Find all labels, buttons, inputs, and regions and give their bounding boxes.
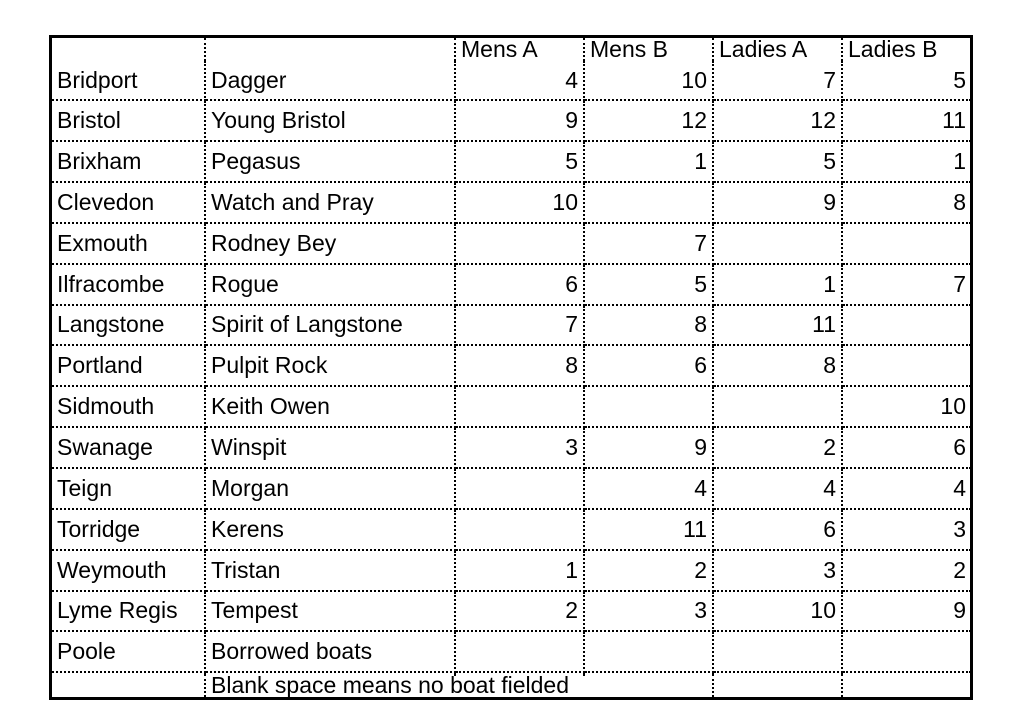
cell-mens-a (455, 468, 584, 509)
cell-mens-b: 2 (584, 550, 713, 591)
cell-ladies-b: 10 (842, 386, 971, 427)
cell-ladies-b: 6 (842, 427, 971, 468)
cell-mens-a: 4 (455, 61, 584, 100)
cell-boat: Watch and Pray (205, 182, 455, 223)
cell-ladies-a: 3 (713, 550, 842, 591)
cell-club: Clevedon (52, 182, 205, 223)
cell-mens-b (584, 386, 713, 427)
cell-ladies-b: 8 (842, 182, 971, 223)
cell-mens-a (455, 631, 584, 672)
note-empty-cell (713, 674, 842, 697)
cell-mens-a: 9 (455, 100, 584, 141)
cell-boat: Tristan (205, 550, 455, 591)
cell-ladies-a (713, 386, 842, 427)
cell-boat: Kerens (205, 509, 455, 550)
cell-club: Langstone (52, 305, 205, 346)
cell-ladies-b (842, 345, 971, 386)
cell-ladies-b: 3 (842, 509, 971, 550)
cell-boat: Spirit of Langstone (205, 305, 455, 346)
cell-boat: Pegasus (205, 141, 455, 182)
cell-mens-b: 3 (584, 591, 713, 632)
table-row (52, 141, 971, 182)
cell-ladies-a (713, 223, 842, 264)
results-sheet (49, 35, 973, 700)
cell-ladies-a: 7 (713, 61, 842, 100)
cell-ladies-a: 4 (713, 468, 842, 509)
cell-club: Sidmouth (52, 386, 205, 427)
table-row (52, 550, 971, 591)
cell-ladies-a (713, 631, 842, 672)
cell-boat: Winspit (205, 427, 455, 468)
cell-club: Lyme Regis (52, 591, 205, 632)
cell-mens-a: 5 (455, 141, 584, 182)
cell-mens-b: 5 (584, 264, 713, 305)
results-table (52, 38, 971, 697)
header-cell-mens-a: Mens A (455, 38, 584, 61)
cell-mens-b: 4 (584, 468, 713, 509)
table-row (52, 509, 971, 550)
cell-ladies-b: 9 (842, 591, 971, 632)
cell-ladies-a: 5 (713, 141, 842, 182)
table-row (52, 631, 971, 672)
cell-ladies-b: 5 (842, 61, 971, 100)
cell-mens-b (584, 182, 713, 223)
cell-ladies-b: 4 (842, 468, 971, 509)
table-row (52, 591, 971, 632)
cell-boat: Keith Owen (205, 386, 455, 427)
cell-club: Bristol (52, 100, 205, 141)
cell-boat: Rogue (205, 264, 455, 305)
cell-mens-a (455, 223, 584, 264)
table-row (52, 345, 971, 386)
cell-boat: Young Bristol (205, 100, 455, 141)
cell-boat: Dagger (205, 61, 455, 100)
header-cell-boat (205, 38, 455, 61)
cell-boat: Rodney Bey (205, 223, 455, 264)
table-row (52, 264, 971, 305)
cell-ladies-a: 9 (713, 182, 842, 223)
table-row (52, 305, 971, 346)
cell-mens-b: 11 (584, 509, 713, 550)
cell-mens-a: 10 (455, 182, 584, 223)
cell-boat: Morgan (205, 468, 455, 509)
cell-ladies-a: 8 (713, 345, 842, 386)
cell-mens-a: 1 (455, 550, 584, 591)
cell-mens-b: 8 (584, 305, 713, 346)
cell-mens-a (455, 386, 584, 427)
header-cell-ladies-a: Ladies A (713, 38, 842, 61)
cell-ladies-a: 2 (713, 427, 842, 468)
note-empty-cell (842, 674, 971, 697)
cell-ladies-b (842, 631, 971, 672)
cell-mens-a: 2 (455, 591, 584, 632)
table-row (52, 223, 971, 264)
table-row (52, 100, 971, 141)
cell-ladies-b (842, 223, 971, 264)
cell-ladies-b (842, 305, 971, 346)
cell-ladies-b: 7 (842, 264, 971, 305)
cell-boat: Tempest (205, 591, 455, 632)
cell-mens-b: 1 (584, 141, 713, 182)
cell-mens-b: 9 (584, 427, 713, 468)
cell-ladies-a: 6 (713, 509, 842, 550)
cell-mens-b: 6 (584, 345, 713, 386)
cell-mens-b: 10 (584, 61, 713, 100)
cell-club: Teign (52, 468, 205, 509)
cell-club: Portland (52, 345, 205, 386)
table-row (52, 468, 971, 509)
cell-ladies-b: 1 (842, 141, 971, 182)
cell-mens-a: 8 (455, 345, 584, 386)
cell-ladies-a: 11 (713, 305, 842, 346)
cell-ladies-b: 2 (842, 550, 971, 591)
cell-club: Torridge (52, 509, 205, 550)
table-row (52, 182, 971, 223)
cell-ladies-a: 1 (713, 264, 842, 305)
table-row (52, 386, 971, 427)
cell-ladies-a: 12 (713, 100, 842, 141)
footnote: Blank space means no boat fielded (205, 674, 713, 697)
cell-boat: Pulpit Rock (205, 345, 455, 386)
cell-boat: Borrowed boats (205, 631, 455, 672)
cell-mens-b (584, 631, 713, 672)
cell-mens-b: 7 (584, 223, 713, 264)
cell-mens-b: 12 (584, 100, 713, 141)
cell-ladies-a: 10 (713, 591, 842, 632)
cell-ladies-b: 11 (842, 100, 971, 141)
cell-club: Poole (52, 631, 205, 672)
cell-mens-a: 7 (455, 305, 584, 346)
header-cell-mens-b: Mens B (584, 38, 713, 61)
cell-mens-a: 6 (455, 264, 584, 305)
table-row (52, 427, 971, 468)
header-row (52, 38, 971, 61)
cell-club: Bridport (52, 61, 205, 100)
cell-mens-a (455, 509, 584, 550)
header-cell-ladies-b: Ladies B (848, 38, 938, 61)
cell-club: Swanage (52, 427, 205, 468)
cell-club: Ilfracombe (52, 264, 205, 305)
cell-mens-a: 3 (455, 427, 584, 468)
header-cell-club (52, 38, 205, 61)
cell-club: Brixham (52, 141, 205, 182)
note-row (52, 674, 971, 697)
table-row (52, 61, 971, 100)
note-spacer-cell (52, 674, 205, 697)
cell-club: Exmouth (52, 223, 205, 264)
cell-club: Weymouth (52, 550, 205, 591)
table-body (52, 61, 971, 674)
